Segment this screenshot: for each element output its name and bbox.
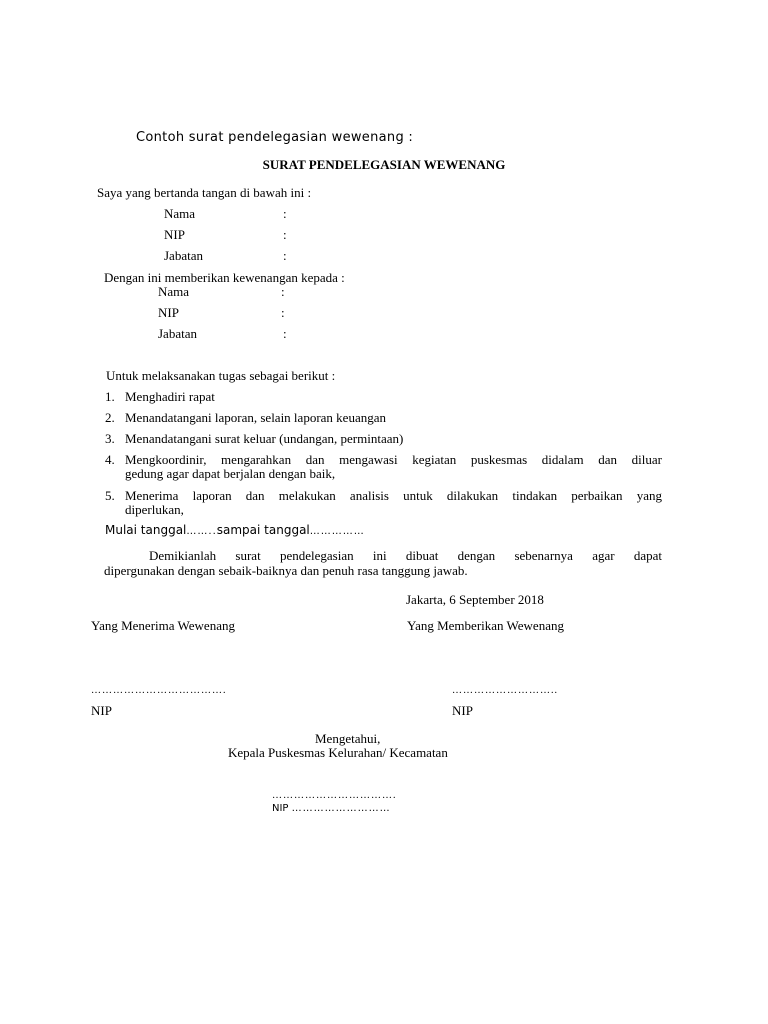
delegate-name-colon: : — [281, 284, 285, 299]
period-start-label: Mulai tanggal — [105, 523, 187, 537]
period-start-dots: …….. — [186, 526, 217, 537]
delegate-position-label: Jabatan — [158, 326, 197, 341]
delegate-position-colon: : — [283, 326, 287, 341]
acknowledged-label: Mengetahui, — [315, 731, 381, 746]
head-nip-label: NIP — [272, 803, 289, 814]
head-signature-line: ……………………………. — [272, 790, 397, 801]
example-heading: Contoh surat pendelegasian wewenang : — [136, 130, 414, 145]
signer-nip-colon: : — [283, 227, 287, 242]
list-item-number: 5. — [105, 488, 115, 503]
list-item — [105, 452, 662, 482]
head-title: Kepala Puskesmas Kelurahan/ Kecamatan — [228, 745, 448, 760]
list-item-text-continued: gedung agar dapat berjalan dengan baik, — [125, 466, 336, 481]
signer-name-label: Nama — [164, 206, 196, 221]
list-item-number: 2. — [105, 410, 115, 425]
list-item-text-continued: diperlukan, — [125, 502, 184, 517]
list-item — [105, 488, 662, 518]
delegate-name-label: Nama — [158, 284, 190, 299]
tasks-intro: Untuk melaksanakan tugas sebagai berikut : — [106, 368, 336, 383]
closing-paragraph-line2: dipergunakan dengan sebaik-baiknya dan penuh rasa tanggung jawab. — [104, 563, 468, 578]
delegate-nip-label: NIP — [158, 305, 179, 320]
head-nip-dots: ……………………… — [291, 803, 391, 814]
period-end-label: sampai tanggal — [216, 523, 310, 537]
list-item — [105, 389, 662, 404]
signer-position-label: Jabatan — [164, 248, 203, 263]
place-date: Jakarta, 6 September 2018 — [406, 592, 544, 607]
list-item-number: 3. — [105, 431, 115, 446]
giver-label: Yang Memberikan Wewenang — [407, 618, 564, 633]
list-item-text: Menandatangani laporan, selain laporan keuangan — [125, 410, 386, 425]
signer-name-colon: : — [283, 206, 287, 221]
period-end-dots: …………… — [309, 526, 365, 537]
giver-signature-line: ……………………….. — [452, 685, 558, 696]
delegate-nip-colon: : — [281, 305, 285, 320]
list-item-text: Menandatangani surat keluar (undangan, permintaan) — [125, 431, 404, 446]
receiver-nip-label: NIP — [91, 703, 112, 718]
signer-position-colon: : — [283, 248, 287, 263]
closing-paragraph-line1: Demikianlah surat pendelegasian ini dibuat dengan sebenarnya agar dapat — [149, 548, 662, 563]
list-item-text: Menerima laporan dan melakukan analisis untuk dilakukan tindakan perbaikan yang — [125, 488, 662, 503]
period-line — [105, 523, 365, 539]
receiver-signature-line: ………………………………. — [91, 685, 227, 696]
list-item-number: 1. — [105, 389, 115, 404]
signer-nip-label: NIP — [164, 227, 185, 242]
letter-title: SURAT PENDELEGASIAN WEWENANG — [262, 157, 506, 172]
list-item-number: 4. — [105, 452, 115, 467]
list-item-text: Mengkoordinir, mengarahkan dan mengawasi kegiatan puskesmas didalam dan diluar — [125, 452, 662, 467]
giver-nip-label: NIP — [452, 703, 473, 718]
list-item — [105, 431, 662, 446]
receiver-label: Yang Menerima Wewenang — [91, 618, 235, 633]
delegation-intro: Dengan ini memberikan kewenangan kepada : — [104, 270, 345, 285]
list-item-text: Menghadiri rapat — [125, 389, 215, 404]
intro-text: Saya yang bertanda tangan di bawah ini : — [97, 185, 312, 200]
head-nip-line — [272, 801, 391, 816]
list-item — [105, 410, 662, 425]
